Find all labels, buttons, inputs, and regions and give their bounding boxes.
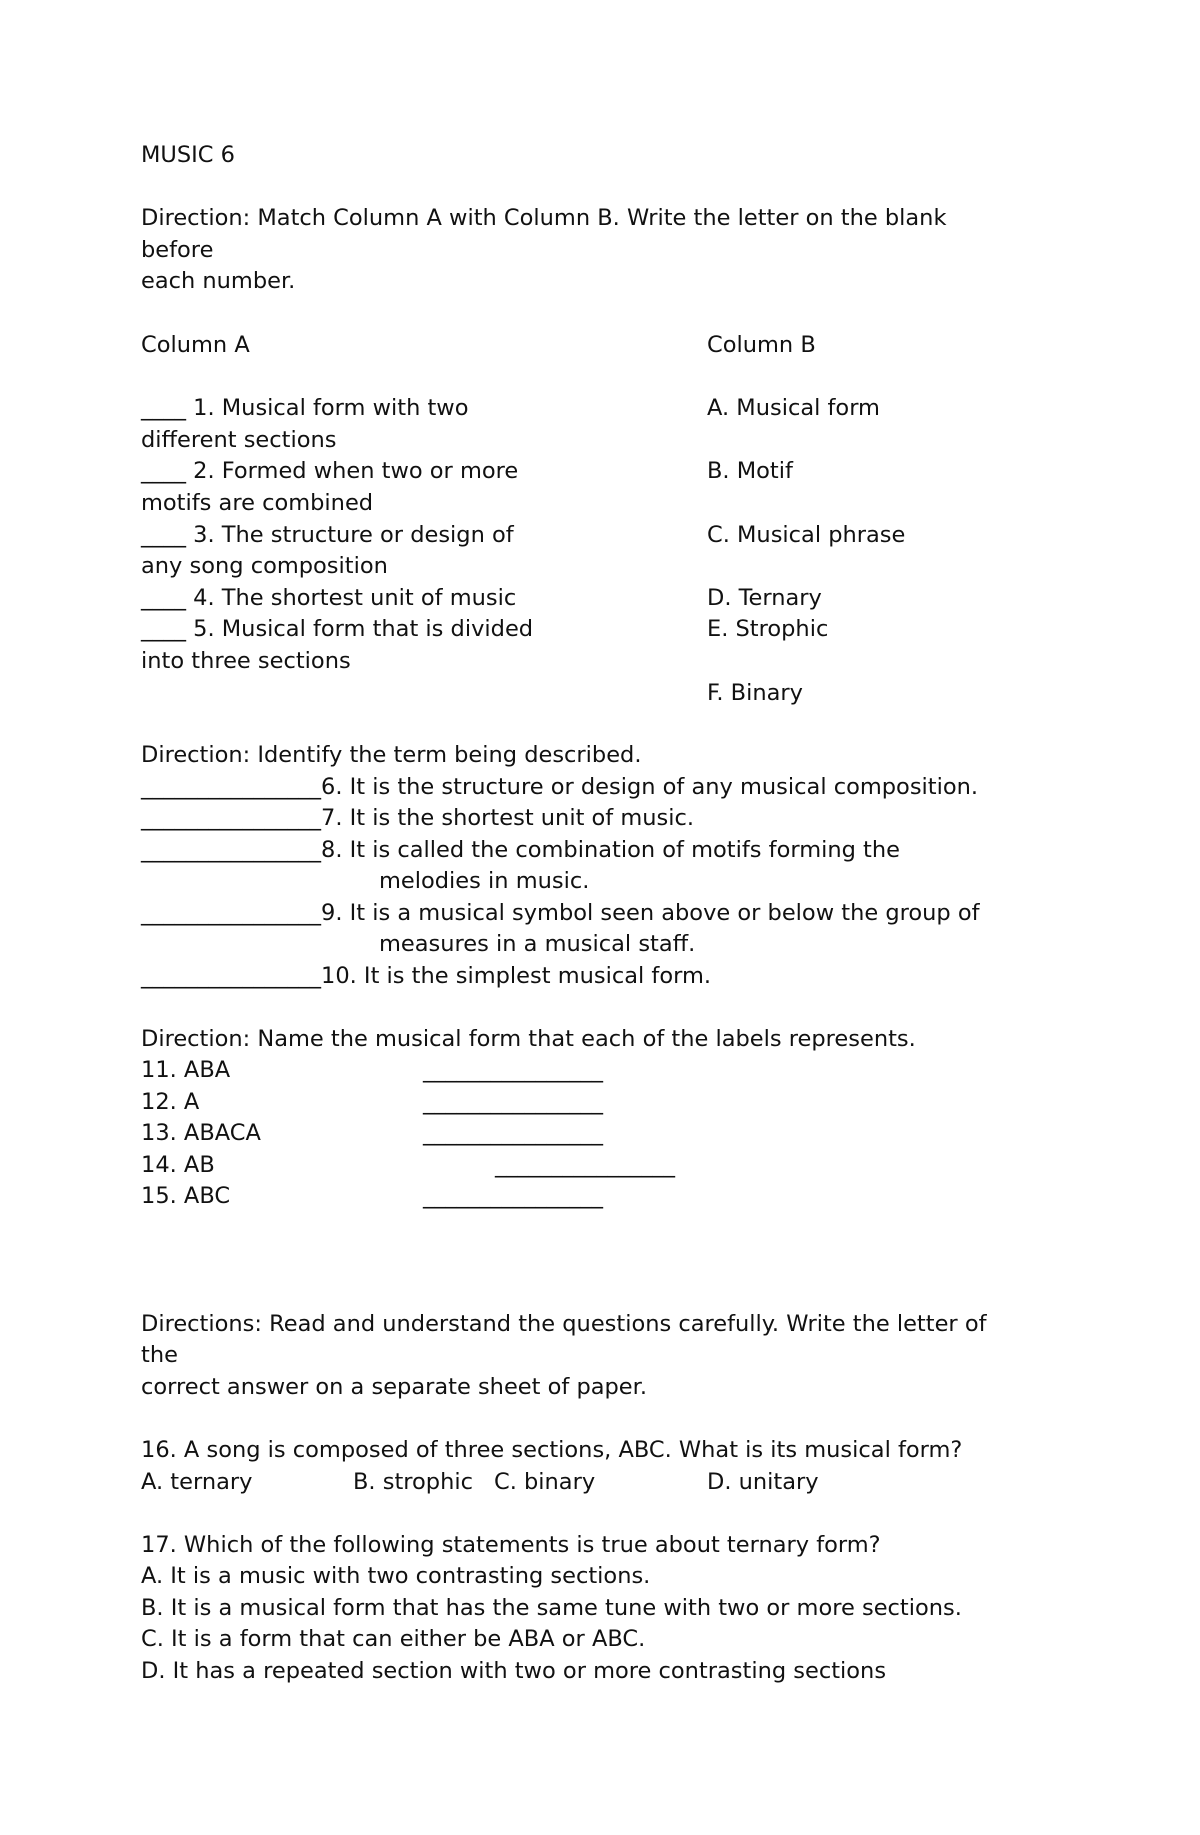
form-label-14: 14. AB	[141, 1152, 215, 1178]
column-b-choice-c: C. Musical phrase	[707, 522, 906, 548]
mc-direction-line-2: the	[141, 1342, 178, 1368]
identify-item-6: ________________6. It is the structure or design of any musical composition.	[141, 774, 979, 800]
question-16: 16. A song is composed of three sections, ABC. What is its musical form?	[141, 1437, 963, 1463]
form-blank-12: ________________	[423, 1089, 603, 1115]
question-17: 17. Which of the following statements is true about ternary form?	[141, 1532, 881, 1558]
question-17-option-b: B. It is a musical form that has the same tune with two or more sections.	[141, 1595, 962, 1621]
column-a-item-4: ____ 4. The shortest unit of music	[141, 585, 517, 611]
column-a-item-1: ____ 1. Musical form with two	[141, 395, 469, 421]
column-b-choice-f: F. Binary	[707, 680, 803, 706]
identify-item-10: ________________10. It is the simplest musical form.	[141, 963, 712, 989]
question-17-option-a: A. It is a music with two contrasting sections.	[141, 1563, 651, 1589]
identify-item-9: ________________9. It is a musical symbol seen above or below the group of	[141, 900, 980, 926]
column-b-choice-a: A. Musical form	[707, 395, 880, 421]
form-blank-13: ________________	[423, 1120, 603, 1146]
form-label-13: 13. ABACA	[141, 1120, 261, 1146]
identify-item-9-cont: measures in a musical staff.	[379, 931, 696, 957]
column-a-header: Column A	[141, 332, 250, 358]
identify-item-7: ________________7. It is the shortest unit of music.	[141, 805, 695, 831]
form-label-12: 12. A	[141, 1089, 200, 1115]
question-16-option-a: A. ternary	[141, 1469, 253, 1495]
form-blank-14: ________________	[495, 1152, 675, 1178]
matching-direction-line-1: Direction: Match Column A with Column B. Write the letter on the blank	[141, 205, 947, 231]
question-17-option-d: D. It has a repeated section with two or more contrasting sections	[141, 1658, 887, 1684]
form-label-11: 11. ABA	[141, 1057, 231, 1083]
question-16-option-b: B. strophic	[353, 1469, 473, 1495]
column-a-item-2: ____ 2. Formed when two or more	[141, 458, 519, 484]
identify-item-8: ________________8. It is called the combination of motifs forming the	[141, 837, 900, 863]
mc-direction-line-3: correct answer on a separate sheet of paper.	[141, 1374, 647, 1400]
identify-direction: Direction: Identify the term being described.	[141, 742, 642, 768]
identify-item-8-cont: melodies in music.	[379, 868, 590, 894]
matching-direction-line-3: each number.	[141, 268, 296, 294]
column-b-choice-b: B. Motif	[707, 458, 793, 484]
form-blank-11: ________________	[423, 1057, 603, 1083]
form-direction: Direction: Name the musical form that each of the labels represents.	[141, 1026, 916, 1052]
column-a-item-2-cont: motifs are combined	[141, 490, 374, 516]
column-b-header: Column B	[707, 332, 816, 358]
question-16-option-d: D. unitary	[707, 1469, 819, 1495]
matching-direction-line-2: before	[141, 237, 214, 263]
page-title: MUSIC 6	[141, 142, 235, 168]
column-a-item-5: ____ 5. Musical form that is divided	[141, 616, 534, 642]
column-a-item-1-cont: different sections	[141, 427, 337, 453]
mc-direction-line-1: Directions: Read and understand the questions carefully. Write the letter of	[141, 1311, 987, 1337]
column-b-choice-e: E. Strophic	[707, 616, 829, 642]
column-a-item-3-cont: any song composition	[141, 553, 388, 579]
column-a-item-5-cont: into three sections	[141, 648, 351, 674]
column-a-item-3: ____ 3. The structure or design of	[141, 522, 514, 548]
question-17-option-c: C. It is a form that can either be ABA or ABC.	[141, 1626, 646, 1652]
form-blank-15: ________________	[423, 1183, 603, 1209]
question-16-option-c: C. binary	[494, 1469, 596, 1495]
column-b-choice-d: D. Ternary	[707, 585, 822, 611]
form-label-15: 15. ABC	[141, 1183, 231, 1209]
